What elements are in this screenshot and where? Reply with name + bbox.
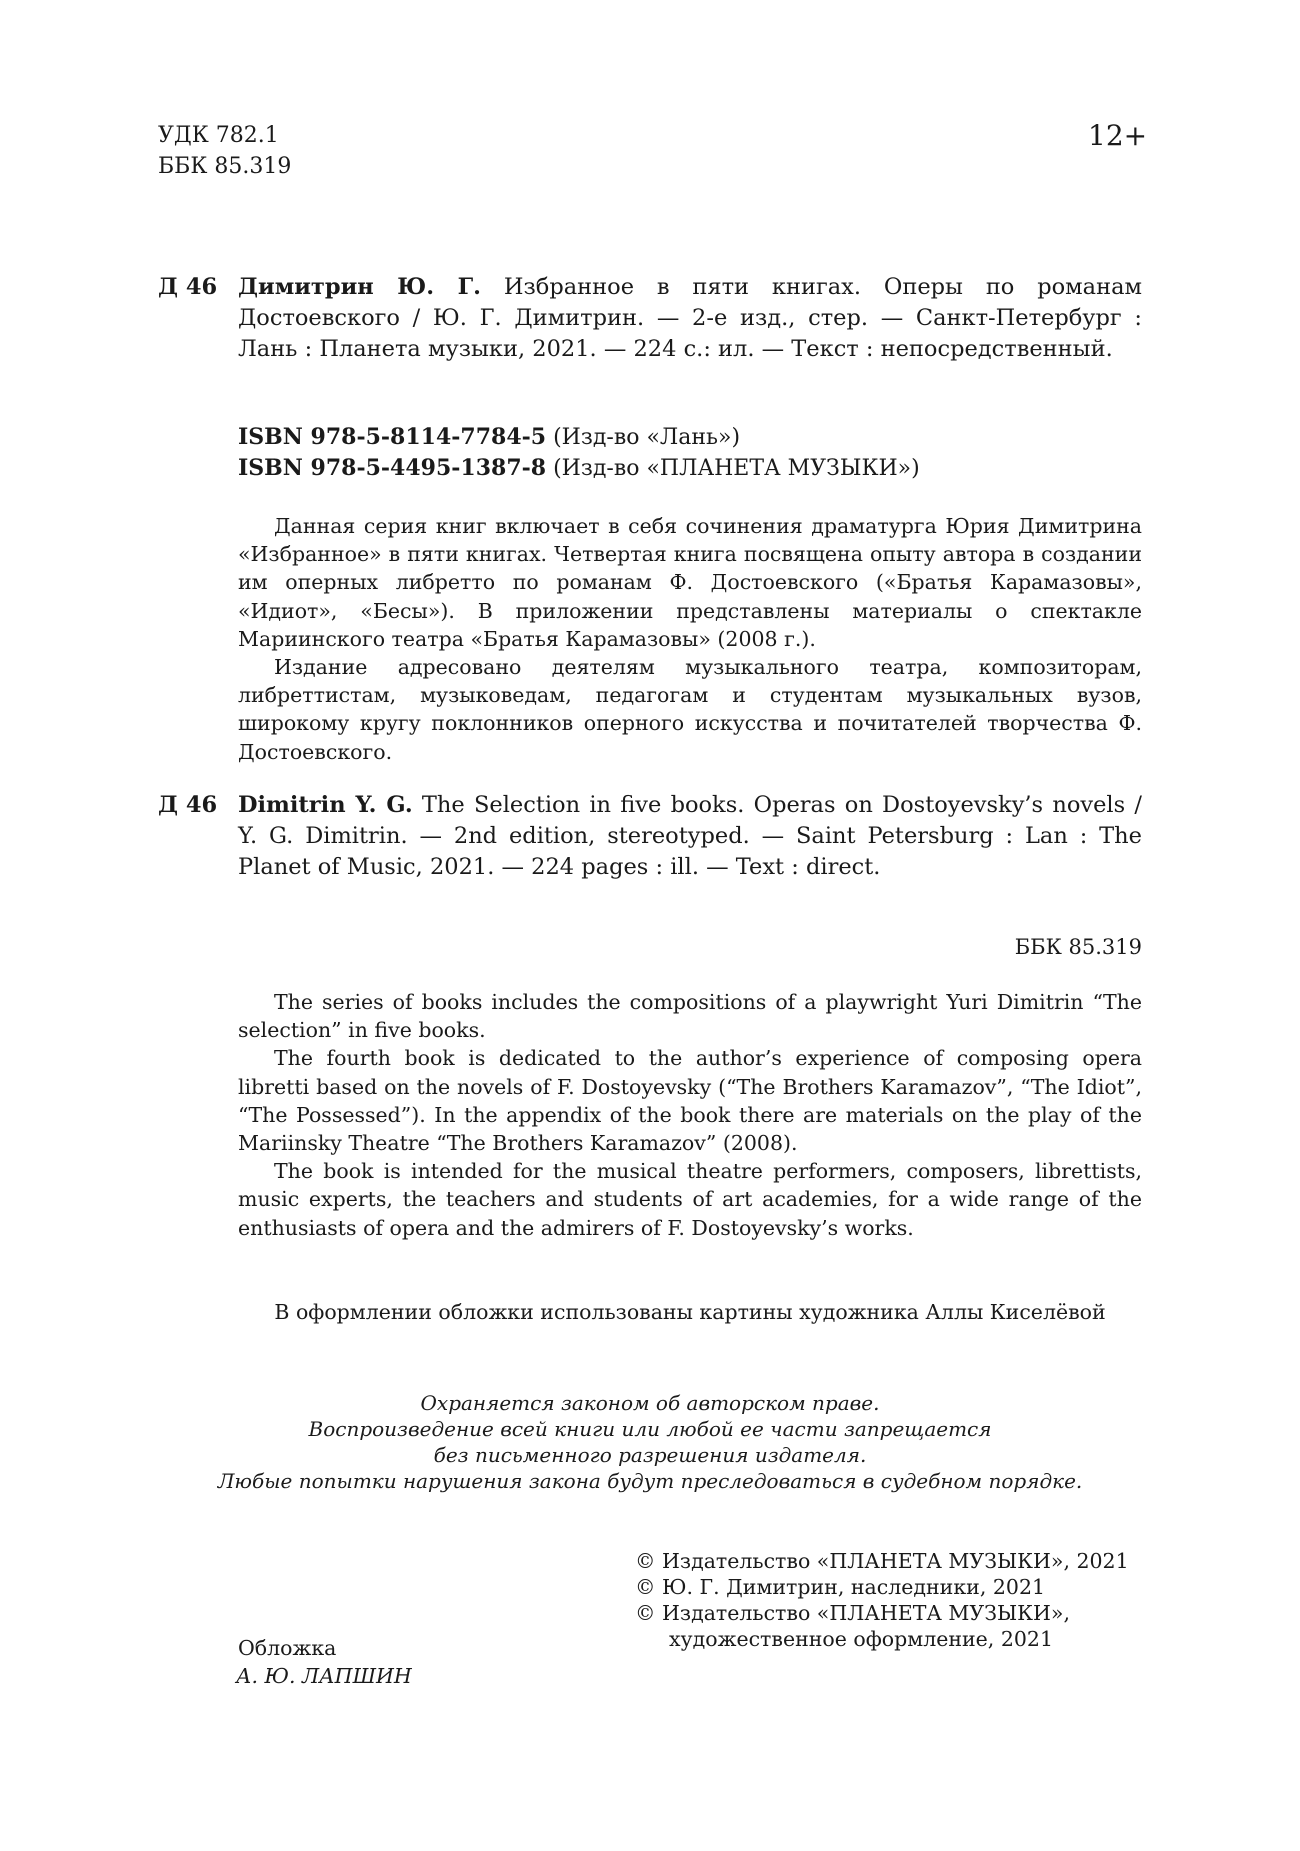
cover-designer-name: А. Ю. ЛАПШИН [236, 1664, 412, 1688]
author-sign-ru: Д 46 [158, 274, 218, 300]
copyright-line: художественное оформление, 2021 [669, 1627, 1054, 1651]
bbk-code-right: ББК 85.319 [1014, 935, 1142, 959]
copyright-line: © Издательство «ПЛАНЕТА МУЗЫКИ», [635, 1601, 1070, 1625]
annotation-paragraph: The fourth book is dedicated to the author’s experience of composing opera libretti based on the novels of F. Dostoyevsky (“The Brothers Karamazov”, “The Idiot”, “The Possessed”). In the appendix of the book there are materials on the play of the Mariinsky Theatre “The Brothers Karamazov” (2008). [238, 1046, 1142, 1156]
copyright-notice [158, 1390, 1142, 1494]
copyright-lines [635, 1548, 1129, 1652]
notice-line: Воспроизведение всей книги или любой ее части запрещается [308, 1417, 992, 1441]
classification-codes [158, 120, 291, 182]
bibliographic-entry-ru [158, 272, 1142, 365]
entry-text-ru [238, 272, 1142, 365]
isbn-number: ISBN 978-5-8114-7784-5 [238, 424, 547, 450]
cover-designer-credit [238, 1634, 412, 1690]
author-name-en: Dimitrin Y. G. [238, 792, 413, 818]
entry-description-en: The Selection in five books. Operas on Dostoyevsky’s novels / Y. G. Dimitrin. — 2nd edition, stereotyped. — Saint Petersburg : Lan : The Planet of Music, 2021. — 224 pages : ill. — Text : direct. [238, 792, 1142, 880]
annotation-paragraph: Данная серия книг включает в себя сочинения драматурга Юрия Димитрина «Избранное» в пяти книгах. Четвертая книга посвящена опыту автора в создании им оперных либретто по романам Ф. Достоевского («Братья Карамазовы», «Идиот», «Бесы»). В приложении представлены материалы о спектакле Мариинского театра «Братья Карамазовы» (2008 г.). [238, 514, 1142, 651]
bibliographic-entry-en [158, 790, 1142, 883]
isbn-publisher: (Изд-во «Лань») [546, 425, 741, 450]
cover-label: Обложка [238, 1636, 337, 1660]
copyright-line: © Ю. Г. Димитрин, наследники, 2021 [635, 1575, 1046, 1599]
udk-code: УДК 782.1 [158, 123, 279, 148]
annotation-paragraph: Издание адресовано деятелям музыкального театра, композиторам, либреттистам, музыковедам, педагогам и студентам музыкальных вузов, широкому кругу поклонников оперного искусства и почитателей творчества Ф. Достоевского. [238, 655, 1142, 764]
isbn-line [238, 422, 920, 453]
annotation-paragraph: The series of books includes the compositions of a playwright Yuri Dimitrin “The selection” in five books. [238, 990, 1142, 1043]
annotation-paragraph: The book is intended for the musical theatre performers, composers, librettists, music experts, the teachers and students of art academies, for a wide range of the enthusiasts of opera and the admirers of F. Dostoyevsky’s works. [238, 1159, 1142, 1240]
isbn-publisher: (Изд-во «ПЛАНЕТА МУЗЫКИ») [546, 456, 920, 481]
notice-line: Охраняется законом об авторском праве. [420, 1391, 880, 1415]
isbn-line [238, 453, 920, 484]
entry-text-en [238, 790, 1142, 883]
annotation-en [238, 988, 1142, 1242]
isbn-block [238, 422, 920, 484]
cover-illustration-note: В оформлении обложки использованы картины художника Аллы Киселёвой [274, 1300, 1106, 1324]
copyright-line: © Издательство «ПЛАНЕТА МУЗЫКИ», 2021 [635, 1549, 1129, 1573]
isbn-number: ISBN 978-5-4495-1387-8 [238, 455, 547, 481]
entry-description-ru: Избранное в пяти книгах. Оперы по романам Достоевского / Ю. Г. Димитрин. — 2-е изд., стер. — Санкт-Петербург : Лань : Планета музыки, 2021. — 224 с.: ил. — Текст : непосредственный. [238, 274, 1143, 362]
author-sign-en: Д 46 [158, 792, 218, 818]
age-rating: 12+ [1088, 119, 1148, 152]
bbk-code: ББК 85.319 [158, 154, 292, 179]
annotation-ru [238, 512, 1142, 766]
notice-line: без письменного разрешения издателя. [433, 1443, 867, 1467]
notice-line: Любые попытки нарушения закона будут преследоваться в судебном порядке. [217, 1469, 1083, 1493]
author-name-ru: Димитрин Ю. Г. [238, 274, 482, 300]
